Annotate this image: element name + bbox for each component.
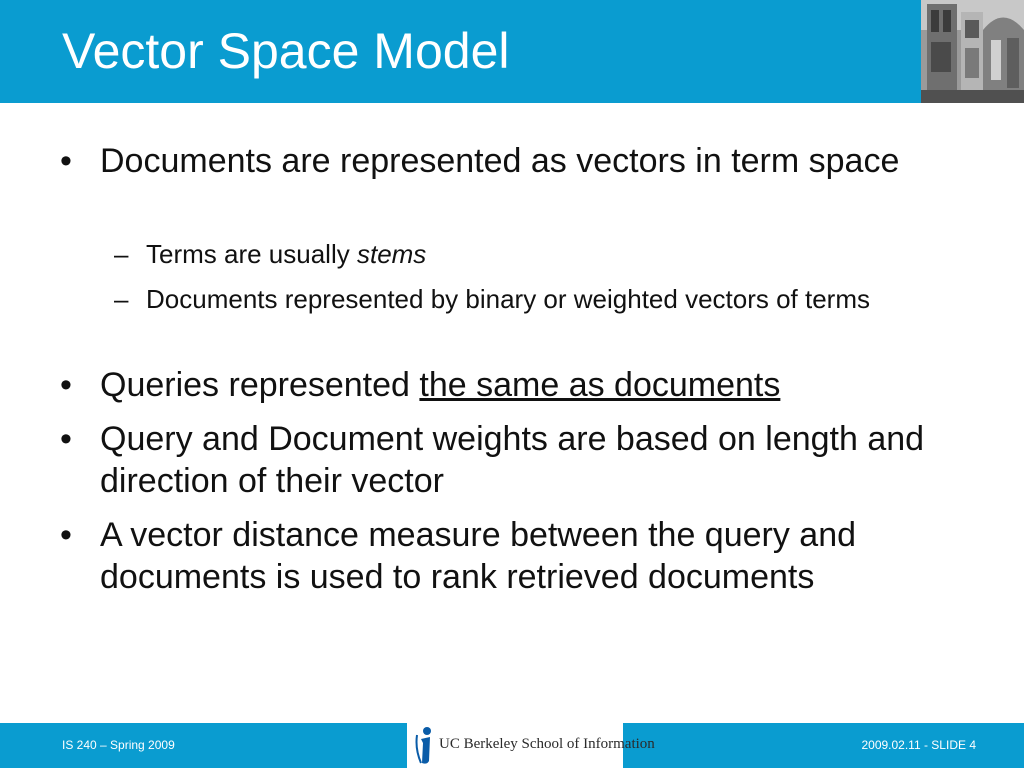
header-bar	[0, 0, 1024, 103]
subbullet-text-plain: Terms are usually	[146, 239, 357, 269]
course-label: IS 240 – Spring 2009	[62, 738, 175, 752]
campanile-photo-icon	[921, 0, 1024, 103]
bullet-text-plain: Queries represented	[100, 366, 420, 404]
logo-text: UC Berkeley School of Information	[439, 736, 655, 752]
subbullet-mark: –	[114, 239, 129, 269]
footer-bar	[0, 723, 1024, 768]
bullet-text: A vector distance measure between the query and documents is used to rank retrieved documents	[100, 516, 857, 596]
bullet-mark: •	[60, 420, 72, 458]
subbullet-text: Documents represented by binary or weighted vectors of terms	[146, 284, 871, 314]
subbullet-text	[146, 237, 874, 271]
bullet-text: Documents are represented as vectors in term space	[100, 142, 900, 180]
ischool-logo	[407, 723, 655, 768]
bullet-mark: •	[60, 366, 72, 404]
subbullet-mark: –	[114, 284, 129, 314]
subbullet-binary-weighted	[114, 282, 874, 316]
bullet-text	[100, 364, 940, 406]
bullet-distance-measure	[60, 514, 940, 598]
bullet-text-underlined: the same as documents	[419, 366, 781, 404]
subbullet-terms-stems	[114, 237, 874, 271]
slide-title: Vector Space Model	[62, 23, 510, 79]
bullet-weights-length	[60, 418, 940, 502]
slide-number: 2009.02.11 - SLIDE 4	[861, 738, 976, 752]
bullet-mark: •	[60, 142, 72, 180]
bullet-text: Query and Document weights are based on length and direction of their vector	[100, 420, 925, 500]
subbullet-text-italic: stems	[356, 239, 427, 269]
bullet-queries-same	[60, 364, 940, 406]
ischool-logo-icon	[413, 725, 435, 768]
bullet-mark: •	[60, 516, 72, 554]
bullet-documents-vectors	[60, 140, 940, 182]
